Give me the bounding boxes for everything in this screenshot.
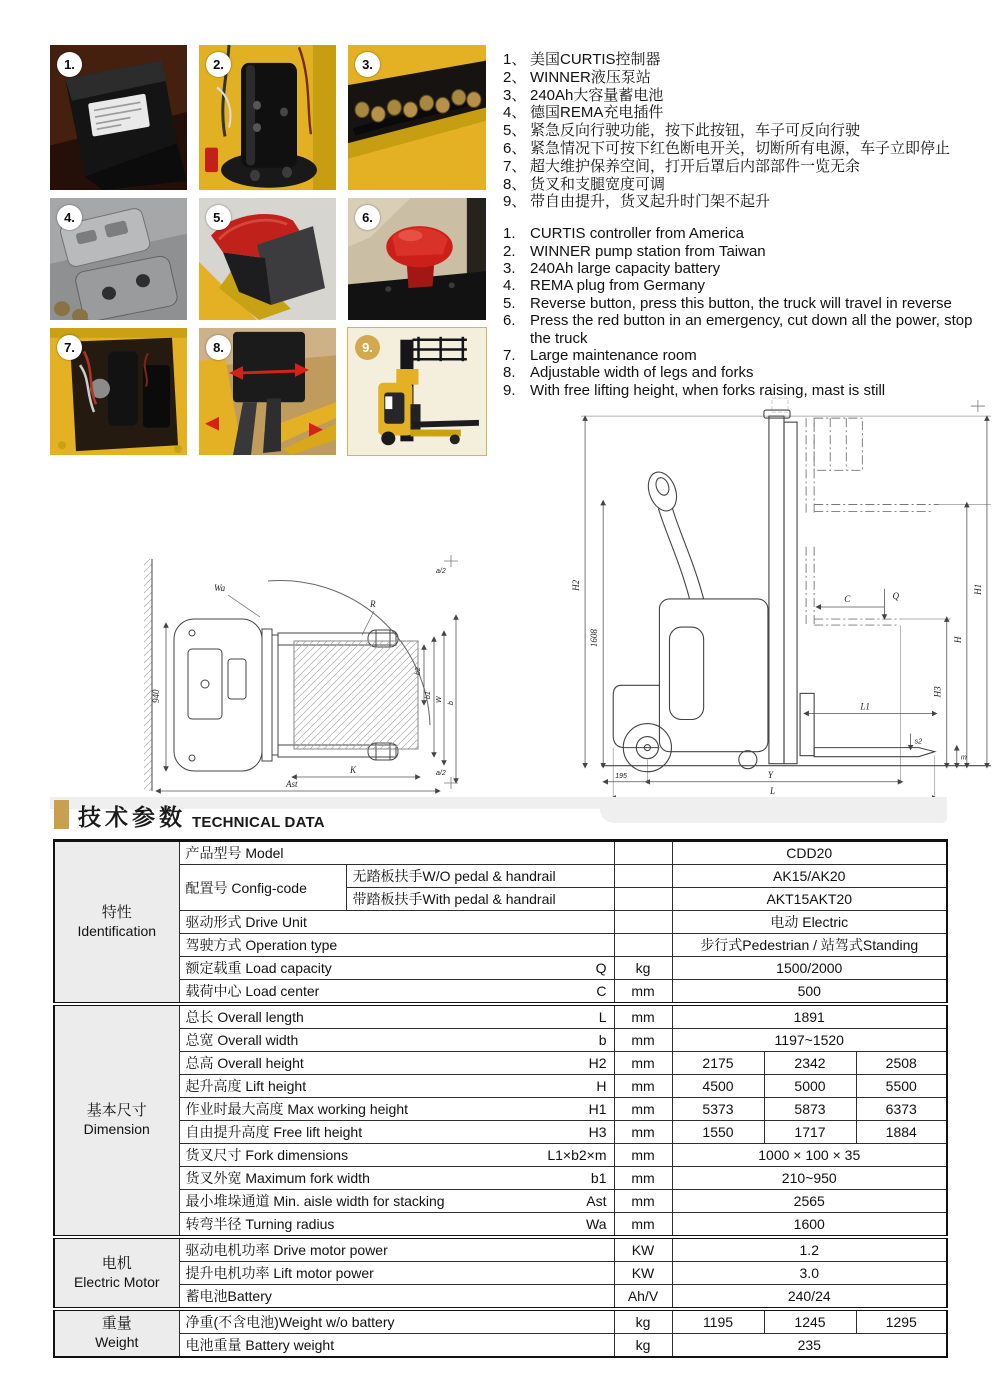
- feature-item-text: 超大维护保养空间，打开后罩后内部部件一览无余: [530, 157, 861, 175]
- value-cell: 1.2: [672, 1237, 947, 1262]
- table-row: [54, 1213, 947, 1238]
- technical-data-header: [0, 795, 1000, 841]
- value-cell: 3.0: [672, 1262, 947, 1285]
- unit-cell: kg: [614, 1334, 672, 1358]
- dim-label-r: R: [370, 599, 376, 609]
- table-row: [54, 934, 947, 957]
- parameter-label: 起升高度 Lift height: [185, 1078, 307, 1094]
- table-row: [54, 1190, 947, 1213]
- category-cell: [54, 1309, 179, 1357]
- dim-label-940: 940: [151, 689, 161, 703]
- category-name-en: Dimension: [83, 1121, 150, 1138]
- dim-label-k: K: [350, 765, 357, 775]
- parameter-cell: [179, 1029, 614, 1052]
- feature-item: [503, 295, 983, 312]
- photo-grid: [50, 45, 486, 455]
- feature-item-number: 8.: [503, 364, 516, 382]
- feature-item-number: 5.: [503, 294, 516, 312]
- parameter-cell: [179, 1075, 614, 1098]
- feature-item: [503, 122, 983, 140]
- table-row: [54, 841, 947, 865]
- unit-cell: [614, 888, 672, 911]
- photo-number-badge: 2.: [206, 52, 231, 77]
- category-cell: [54, 1237, 179, 1309]
- value-cell: AKT15AKT20: [672, 888, 947, 911]
- dim-label-q: Q: [892, 590, 900, 601]
- section-title-en: TECHNICAL DATA: [192, 814, 325, 831]
- feature-item-text: Reverse button, press this button, the truck will travel in reverse: [530, 294, 952, 312]
- table-row: [54, 1075, 947, 1098]
- table-row: [54, 1167, 947, 1190]
- parameter-label: 货叉尺寸 Fork dimensions: [185, 1147, 349, 1163]
- parameter-symbol: Ast: [586, 1193, 607, 1209]
- value-cell: AK15/AK20: [672, 865, 947, 888]
- parameter-cell: [179, 1190, 614, 1213]
- photo-number-badge: 4.: [57, 205, 82, 230]
- unit-cell: mm: [614, 1213, 672, 1238]
- dim-label-1608: 1608: [589, 629, 600, 648]
- table-row: [54, 1334, 947, 1358]
- dim-label-wa: Wa: [214, 583, 226, 593]
- feature-item-number: 6.: [503, 312, 516, 330]
- dim-label-195: 195: [615, 772, 627, 780]
- value-cell: 1000 × 100 × 35: [672, 1144, 947, 1167]
- feature-item: [503, 364, 983, 381]
- photo-winner-pump-station: [199, 45, 336, 190]
- feature-item-number: 5、: [503, 122, 527, 140]
- value-cell: 1550: [672, 1121, 764, 1144]
- value-cell: 1600: [672, 1213, 947, 1238]
- table-row: [54, 865, 947, 888]
- table-row: [54, 1237, 947, 1262]
- parameter-label: 总长 Overall length: [185, 1009, 304, 1025]
- feature-item-number: 7、: [503, 157, 527, 175]
- table-row: [54, 1121, 947, 1144]
- unit-cell: mm: [614, 1004, 672, 1029]
- value-cell: 2342: [764, 1052, 856, 1075]
- value-cell: 235: [672, 1334, 947, 1358]
- unit-cell: mm: [614, 1190, 672, 1213]
- feature-item: [503, 87, 983, 105]
- feature-item: [503, 243, 983, 260]
- value-cell: 2508: [856, 1052, 947, 1075]
- feature-item-number: 7.: [503, 347, 516, 365]
- photo-number-badge: 6.: [355, 205, 380, 230]
- section-title-cn: 技术参数: [78, 804, 186, 830]
- feature-item-text: REMA plug from Germany: [530, 277, 706, 295]
- table-row: [54, 1052, 947, 1075]
- feature-item: [503, 312, 983, 347]
- parameter-label: 总宽 Overall width: [185, 1032, 299, 1048]
- table-row: [54, 911, 947, 934]
- photo-reverse-button-tiller: [199, 198, 336, 320]
- photo-number-badge: 8.: [206, 335, 231, 360]
- parameter-symbol: L1×b2×m: [547, 1147, 607, 1163]
- feature-item-text: 货叉和支腿宽度可调: [530, 175, 666, 193]
- feature-item: [503, 193, 983, 211]
- table-row: [54, 957, 947, 980]
- value-cell: 5000: [764, 1075, 856, 1098]
- value-cell: 电动 Electric: [672, 911, 947, 934]
- unit-cell: mm: [614, 1075, 672, 1098]
- photo-curtis-controller: [50, 45, 187, 190]
- parameter-cell: [179, 1285, 614, 1310]
- table-row: [54, 1144, 947, 1167]
- config-sub-cell: 带踏板扶手With pedal & handrail: [346, 888, 614, 911]
- feature-item-number: 3.: [503, 259, 516, 277]
- parameter-label: 载荷中心 Load center: [185, 983, 320, 999]
- feature-item: [503, 176, 983, 194]
- category-name-cn: 特性: [101, 903, 132, 921]
- table-row: [54, 1098, 947, 1121]
- feature-item-text: Adjustable width of legs and forks: [530, 364, 754, 382]
- unit-cell: mm: [614, 1121, 672, 1144]
- value-cell: 1884: [856, 1121, 947, 1144]
- parameter-label: 电池重量 Battery weight: [185, 1337, 335, 1353]
- unit-cell: KW: [614, 1237, 672, 1262]
- parameter-symbol: b: [598, 1032, 607, 1048]
- feature-item: [503, 104, 983, 122]
- table-row: [54, 1285, 947, 1310]
- feature-item-text: WINNER pump station from Taiwan: [530, 242, 766, 260]
- parameter-label: 蓄电池Battery: [185, 1288, 272, 1304]
- side-view-drawing: [565, 394, 997, 804]
- feature-item-text: 德国REMA充电插件: [530, 104, 664, 122]
- unit-cell: Ah/V: [614, 1285, 672, 1310]
- feature-item-text: 240Ah大容量蓄电池: [530, 86, 664, 104]
- technical-data-table: [53, 839, 948, 1358]
- parameter-cell: [179, 934, 614, 957]
- parameter-cell: [179, 911, 614, 934]
- feature-item-number: 9、: [503, 193, 527, 211]
- table-row: [54, 1262, 947, 1285]
- features-en: [503, 225, 983, 399]
- unit-cell: mm: [614, 980, 672, 1005]
- unit-cell: [614, 841, 672, 865]
- feature-item-number: 9.: [503, 381, 516, 399]
- feature-item-number: 8、: [503, 175, 527, 193]
- feature-item-text: With free lifting height, when forks raising, mast is still: [530, 381, 886, 399]
- parameter-label: 作业时最大高度 Max working height: [185, 1101, 409, 1117]
- feature-item: [503, 225, 983, 242]
- dim-label-c: C: [844, 593, 851, 604]
- features-cn: [503, 51, 983, 211]
- feature-item-text: 240Ah large capacity battery: [530, 259, 721, 277]
- feature-item-number: 4.: [503, 277, 516, 295]
- parameter-label: 驱动形式 Drive Unit: [185, 914, 307, 930]
- parameter-label: 最小堆垛通道 Min. aisle width for stacking: [185, 1193, 445, 1209]
- header-accent-square: [54, 800, 69, 829]
- feature-item-text: 美国CURTIS控制器: [530, 51, 661, 68]
- dim-label-a2-top: a/2: [436, 568, 446, 575]
- category-name-cn: 重量: [101, 1315, 132, 1333]
- top-view-drawing-wrap: [128, 553, 461, 800]
- value-cell: 1245: [764, 1309, 856, 1334]
- feature-item: [503, 51, 983, 69]
- dim-label-h1: H1: [972, 583, 983, 595]
- feature-lists: [503, 51, 983, 413]
- feature-item: [503, 69, 983, 87]
- feature-item-number: 2.: [503, 242, 516, 260]
- dim-label-h: H: [952, 636, 963, 644]
- unit-cell: [614, 911, 672, 934]
- value-cell: 1195: [672, 1309, 764, 1334]
- unit-cell: kg: [614, 957, 672, 980]
- feature-item-text: 紧急情况下可按下红色断电开关，切断所有电源，车子立即停止: [530, 139, 951, 157]
- feature-item-number: 4、: [503, 104, 527, 122]
- photo-free-lift-stacker: [348, 328, 486, 455]
- parameter-label: 转弯半径 Turning radius: [185, 1216, 335, 1232]
- unit-cell: [614, 934, 672, 957]
- photo-number-badge: 9.: [355, 335, 380, 360]
- parameter-cell: [179, 1052, 614, 1075]
- feature-item-text: Large maintenance room: [530, 347, 697, 365]
- table-row: [54, 1309, 947, 1334]
- top-view-drawing: [128, 553, 461, 798]
- parameter-label: 总高 Overall height: [185, 1055, 304, 1071]
- parameter-symbol: H2: [588, 1055, 607, 1071]
- unit-cell: mm: [614, 1144, 672, 1167]
- value-cell: 5500: [856, 1075, 947, 1098]
- feature-item-text: 紧急反向行驶功能，按下此按钮，车子可反向行驶: [530, 122, 861, 140]
- value-cell: 240/24: [672, 1285, 947, 1310]
- feature-item-text: 带自由提升，货叉起升时门架不起升: [530, 193, 771, 211]
- dim-label-m: m: [960, 754, 967, 762]
- side-view-drawing-wrap: [565, 394, 997, 804]
- category-name-en: Identification: [77, 922, 157, 939]
- photo-number-badge: 3.: [355, 52, 380, 77]
- parameter-symbol: Q: [595, 960, 607, 976]
- photo-large-capacity-battery: [348, 45, 486, 190]
- value-cell: 1717: [764, 1121, 856, 1144]
- dim-label-b: b: [448, 701, 455, 705]
- parameter-cell: [179, 957, 614, 980]
- parameter-cell: [179, 1309, 614, 1334]
- category-cell: [54, 841, 179, 1005]
- dim-label-l1: L1: [860, 701, 870, 712]
- parameter-cell: [179, 1004, 614, 1029]
- dim-label-h3: H3: [932, 686, 943, 698]
- table-row: [54, 980, 947, 1005]
- feature-item-text: Press the red button in an emergency, cut down all the power, stop the truck: [530, 312, 973, 347]
- value-cell: 1500/2000: [672, 957, 947, 980]
- feature-item-number: 1、: [503, 51, 527, 68]
- config-sub-cell: 无踏板扶手W/O pedal & handrail: [346, 865, 614, 888]
- dim-label-w: W: [436, 696, 443, 703]
- config-code-cell: 配置号 Config-code: [179, 865, 346, 911]
- unit-cell: mm: [614, 1052, 672, 1075]
- photo-number-badge: 7.: [57, 335, 82, 360]
- parameter-label: 产品型号 Model: [185, 845, 284, 861]
- parameter-cell: [179, 841, 614, 865]
- parameter-symbol: Wa: [586, 1216, 607, 1232]
- category-name-cn: 电机: [101, 1254, 132, 1272]
- dim-label-h2: H2: [571, 579, 582, 591]
- parameter-symbol: L: [598, 1009, 607, 1025]
- unit-cell: kg: [614, 1309, 672, 1334]
- spec-table-body: [54, 841, 947, 1358]
- unit-cell: KW: [614, 1262, 672, 1285]
- feature-item-number: 2、: [503, 68, 527, 86]
- value-cell: 2565: [672, 1190, 947, 1213]
- parameter-cell: [179, 980, 614, 1005]
- unit-cell: mm: [614, 1098, 672, 1121]
- dim-label-a2-bottom: a/2: [436, 770, 446, 777]
- parameter-label: 驾驶方式 Operation type: [185, 937, 338, 953]
- feature-item-number: 1.: [503, 225, 516, 243]
- parameter-cell: [179, 1262, 614, 1285]
- value-cell: 步行式Pedestrian / 站驾式Standing: [672, 934, 947, 957]
- photo-rema-plug: [50, 198, 187, 320]
- parameter-symbol: b1: [590, 1170, 607, 1186]
- parameter-label: 自由提升高度 Free lift height: [185, 1124, 363, 1140]
- dim-label-ast: Ast: [286, 779, 298, 789]
- value-cell: 1197~1520: [672, 1029, 947, 1052]
- parameter-symbol: H3: [588, 1124, 607, 1140]
- header-band-right: [600, 797, 947, 823]
- feature-item-number: 3、: [503, 86, 527, 104]
- category-name-en: Electric Motor: [73, 1273, 160, 1290]
- parameter-cell: [179, 1144, 614, 1167]
- table-row: [54, 1004, 947, 1029]
- parameter-label: 额定载重 Load capacity: [185, 960, 332, 976]
- parameter-label: 净重(不含电池)Weight w/o battery: [185, 1314, 395, 1330]
- table-row: [54, 1029, 947, 1052]
- feature-item: [503, 260, 983, 277]
- parameter-cell: [179, 1237, 614, 1262]
- category-name-cn: 基本尺寸: [86, 1102, 147, 1120]
- value-cell: 1295: [856, 1309, 947, 1334]
- value-cell: 4500: [672, 1075, 764, 1098]
- photo-maintenance-room: [50, 328, 187, 455]
- value-cell: 6373: [856, 1098, 947, 1121]
- section-title: [78, 799, 325, 832]
- feature-item: [503, 158, 983, 176]
- unit-cell: [614, 865, 672, 888]
- dim-label-b2: b2: [415, 667, 422, 675]
- parameter-cell: [179, 1167, 614, 1190]
- parameter-cell: [179, 1213, 614, 1238]
- feature-item: [503, 277, 983, 294]
- photo-number-badge: 5.: [206, 205, 231, 230]
- value-cell: 1891: [672, 1004, 947, 1029]
- photo-emergency-stop-button: [348, 198, 486, 320]
- parameter-symbol: H1: [588, 1101, 607, 1117]
- value-cell: 2175: [672, 1052, 764, 1075]
- dim-label-l: L: [769, 785, 775, 796]
- feature-item: [503, 347, 983, 364]
- feature-item: [503, 140, 983, 158]
- category-cell: [54, 1004, 179, 1237]
- dim-label-b1: b1: [425, 691, 432, 699]
- parameter-symbol: H: [596, 1078, 607, 1094]
- parameter-cell: [179, 1098, 614, 1121]
- value-cell: 5373: [672, 1098, 764, 1121]
- dim-label-y: Y: [767, 769, 773, 780]
- feature-item-number: 6、: [503, 139, 527, 157]
- feature-item-text: CURTIS controller from America: [530, 225, 744, 243]
- value-cell: 210~950: [672, 1167, 947, 1190]
- category-name-en: Weight: [95, 1334, 139, 1351]
- parameter-cell: [179, 1334, 614, 1358]
- parameter-label: 货叉外宽 Maximum fork width: [185, 1170, 370, 1186]
- photo-adjustable-legs-forks: [199, 328, 336, 455]
- unit-cell: mm: [614, 1167, 672, 1190]
- parameter-label: 提升电机功率 Lift motor power: [185, 1265, 374, 1281]
- feature-item-text: WINNER液压泵站: [530, 68, 651, 86]
- parameter-symbol: C: [596, 983, 607, 999]
- value-cell: CDD20: [672, 841, 947, 865]
- dim-label-s2: s2: [914, 738, 923, 746]
- value-cell: 500: [672, 980, 947, 1005]
- parameter-label: 驱动电机功率 Drive motor power: [185, 1242, 388, 1258]
- unit-cell: mm: [614, 1029, 672, 1052]
- photo-number-badge: 1.: [57, 52, 82, 77]
- parameter-cell: [179, 1121, 614, 1144]
- value-cell: 5873: [764, 1098, 856, 1121]
